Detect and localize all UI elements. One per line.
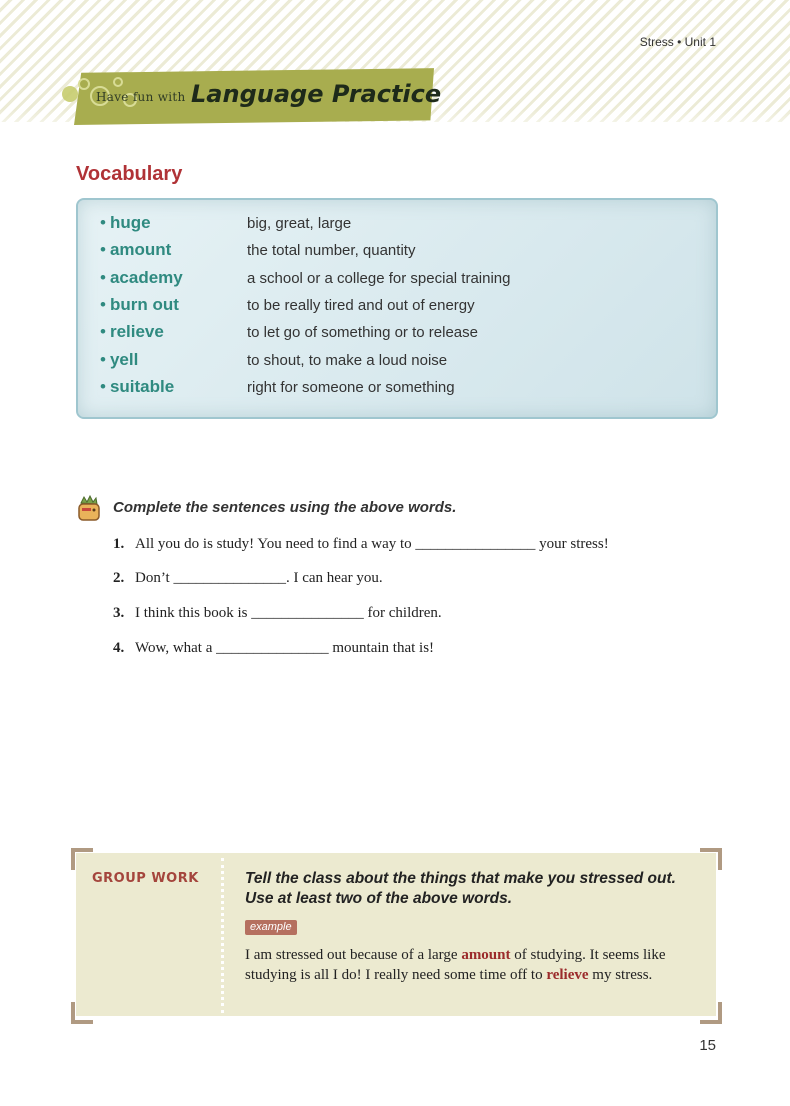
sentence-text: Wow, what a _______________ mountain that is! (135, 640, 435, 656)
vocab-definition: the total number, quantity (247, 242, 416, 259)
exercise-sentence (113, 605, 442, 622)
example-tag: example (245, 920, 297, 935)
group-work-label: GROUP WORK (92, 871, 199, 886)
exercise-sentence (113, 640, 434, 657)
sentence-number: 2. (113, 570, 125, 586)
banner-title: Language Practice (191, 80, 442, 108)
vocab-word: academy (109, 268, 183, 287)
dotted-divider (221, 858, 224, 1013)
vocab-definition: to let go of something or to release (247, 324, 478, 341)
exercise-sentence (113, 570, 383, 587)
vocab-item: • amount the total number, quantity (100, 240, 416, 259)
corner-bracket (700, 848, 722, 870)
vocab-word: suitable (109, 377, 175, 396)
sentence-number: 1. (113, 536, 125, 552)
highlight-word: amount (461, 947, 511, 963)
sentence-number: 4. (113, 640, 125, 656)
vocab-word: relieve (109, 322, 164, 341)
vocab-item: • relieve to let go of something or to release (100, 322, 478, 341)
vocab-item: • yell to shout, to make a loud noise (100, 350, 448, 369)
group-work-prompt: Tell the class about the things that make you stressed out. Use at least two of the above words. (245, 870, 676, 907)
sentence-number: 3. (113, 605, 125, 621)
exercise-instruction: Complete the sentences using the above words. (113, 499, 457, 516)
sentence-text: All you do is study! You need to find a way to ________________ your stress! (135, 536, 609, 552)
vocab-definition: right for someone or something (247, 379, 455, 396)
banner-subtitle: Have fun with (96, 90, 186, 104)
running-head: Stress • Unit 1 (639, 35, 716, 49)
vocab-item: • suitable right for someone or something (100, 377, 455, 396)
page-number: 15 (699, 1037, 716, 1054)
exercise-sentence (113, 536, 609, 553)
vocabulary-title: Vocabulary (76, 163, 183, 185)
vocab-definition: a school or a college for special training (247, 270, 511, 287)
sentence-text: Don’t _______________. I can hear you. (135, 570, 383, 586)
corner-bracket (71, 1002, 93, 1024)
pencil-cup-icon (76, 495, 102, 523)
vocab-definition: big, great, large (247, 215, 352, 232)
corner-bracket (71, 848, 93, 870)
vocab-word: burn out (109, 295, 179, 314)
vocab-definition: to be really tired and out of energy (247, 297, 475, 314)
vocab-word: amount (109, 240, 172, 259)
vocab-word: huge (109, 213, 151, 232)
vocab-item: • burn out to be really tired and out of energy (100, 295, 475, 314)
highlight-word: relieve (546, 967, 589, 983)
sentence-text: I think this book is _______________ for children. (135, 605, 442, 621)
corner-bracket (700, 1002, 722, 1024)
group-work-example: I am stressed out because of a large amount of studying. It seems like studying is all I do! I really need some time off to relieve my stress. (245, 947, 666, 983)
vocab-item: • academy a school or a college for special training (100, 268, 511, 287)
vocab-definition: to shout, to make a loud noise (247, 352, 448, 369)
vocab-word: yell (109, 350, 139, 369)
vocab-item: • huge big, great, large (100, 213, 352, 232)
